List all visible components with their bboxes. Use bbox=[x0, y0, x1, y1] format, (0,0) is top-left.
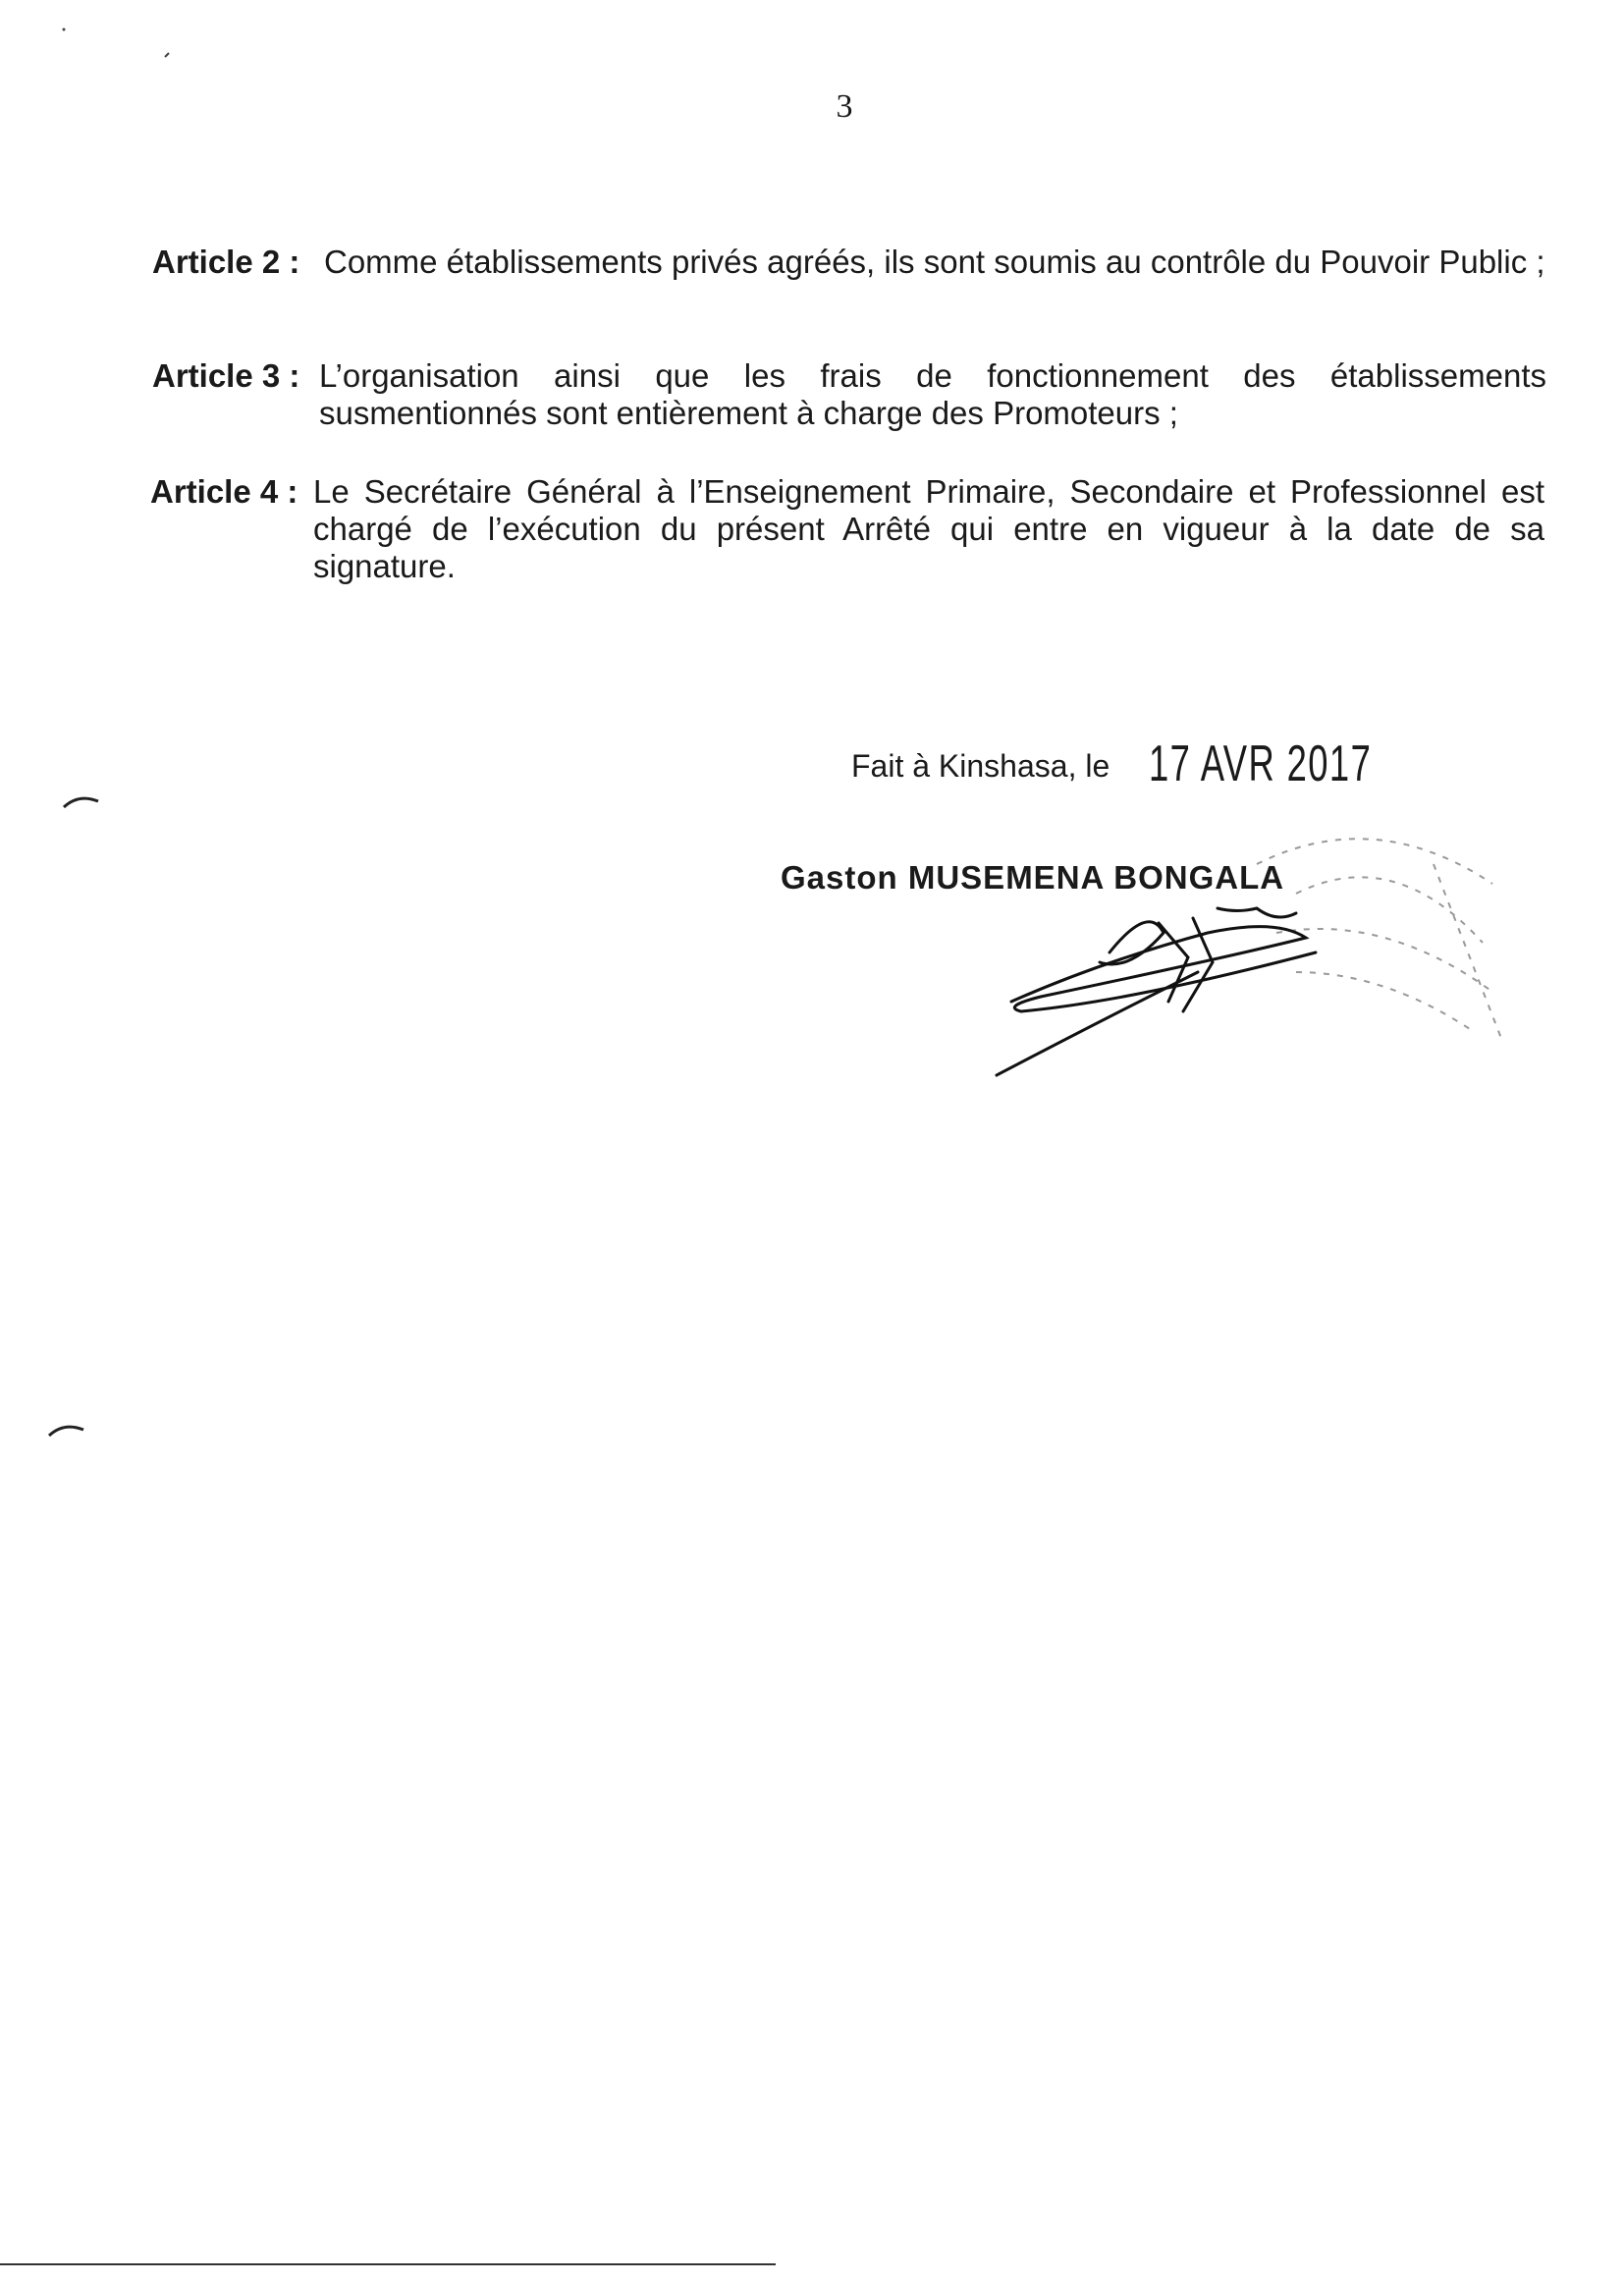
article-3 bbox=[152, 357, 1546, 432]
scan-artifact-mark bbox=[59, 25, 177, 64]
article-label: Article 3 : bbox=[152, 357, 300, 394]
article-4 bbox=[150, 473, 1544, 585]
place-line: Fait à Kinshasa, le bbox=[851, 748, 1110, 784]
handwritten-signature bbox=[982, 864, 1355, 1090]
punch-hole-mark bbox=[44, 1414, 93, 1443]
article-label: Article 4 : bbox=[150, 473, 298, 510]
stamped-date: 17 AVR 2017 bbox=[1149, 735, 1373, 792]
bottom-rule bbox=[0, 2263, 776, 2265]
signatory-name: Gaston MUSEMENA BONGALA bbox=[781, 859, 1285, 896]
article-label: Article 2 : bbox=[152, 244, 300, 280]
article-2 bbox=[152, 244, 1546, 281]
article-text: Le Secrétaire Général à l’Enseignement Primaire, Secondaire et Professionnel est chargé de l’exécution du présent Arrêté qui entre en vigueur à la date de sa signature. bbox=[313, 473, 1544, 584]
punch-hole-mark bbox=[59, 786, 108, 815]
page-number: 3 bbox=[836, 88, 853, 125]
article-text: L’organisation ainsi que les frais de fonctionnement des établissements susmentionnés sont entièrement à charge des Promoteurs ; bbox=[319, 357, 1546, 431]
article-text: Comme établissements privés agréés, ils sont soumis au contrôle du Pouvoir Public ; bbox=[324, 244, 1545, 280]
